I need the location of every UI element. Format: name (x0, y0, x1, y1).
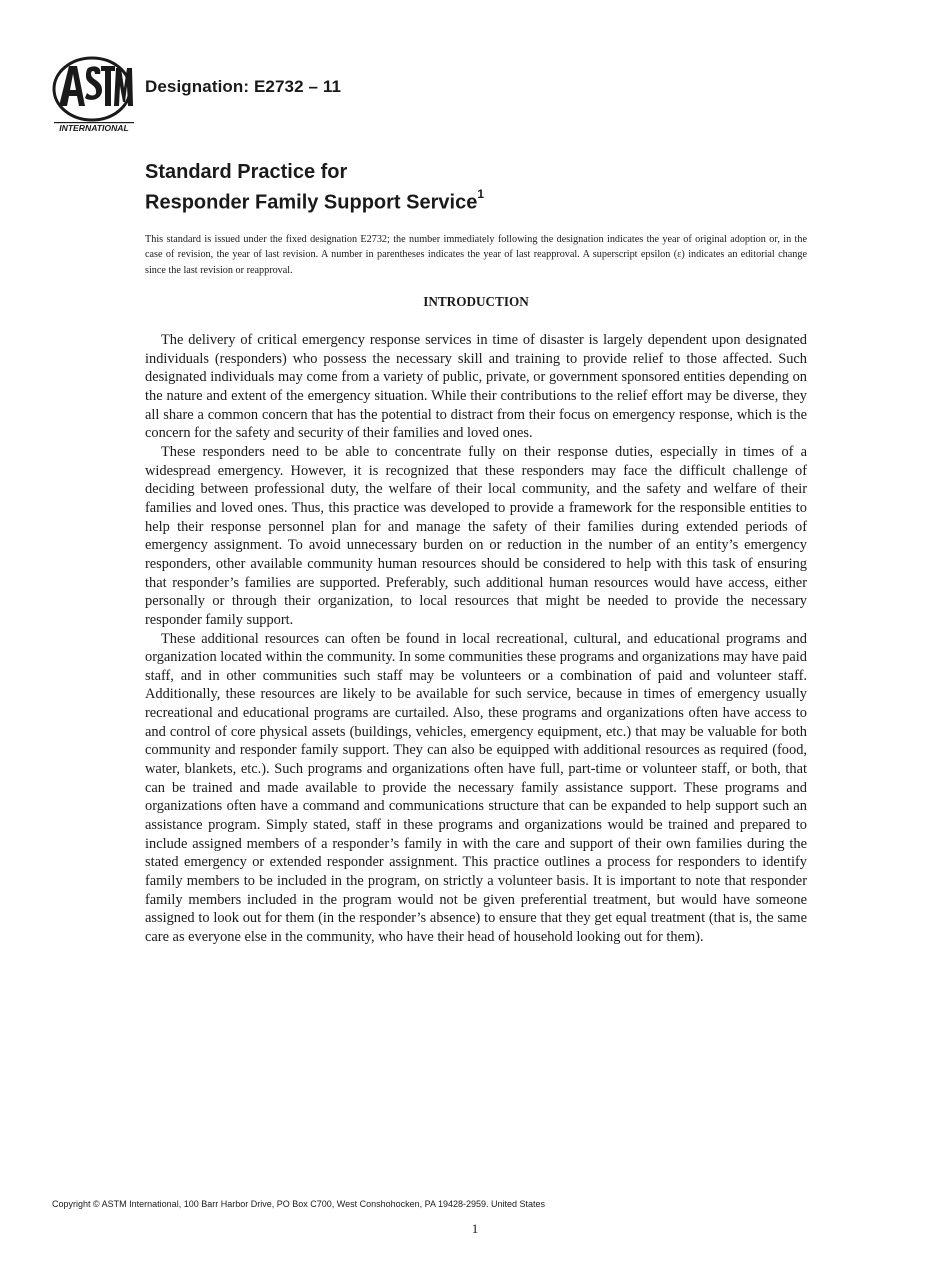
introduction-heading: INTRODUCTION (423, 294, 529, 309)
designation-notice: This standard is issued under the fixed designation E2732; the number immediately following the designation indicates the year of original adoption or, in the case of revision, the year of last revision. A number in parentheses indicates the year of last reapproval. A superscript epsilon (ε) indicates an editorial change since the last revision or reapproval. (145, 234, 807, 276)
introduction-paragraph: The delivery of critical emergency response services in time of disaster is largely dependent upon designated individuals (responders) who possess the necessary skill and training to provide relief to those affected. Such designated individuals may come from a variety of public, private, or government sponsored entities depending on the nature and extent of the emergency situation. While their contributions to the relief effort may be diverse, they all share a common concern that has the potential to distract from their focus on emergency response, which is the concern for the safety and security of their families and loved ones. (145, 332, 807, 442)
introduction-paragraph: These additional resources can often be found in local recreational, cultural, and educational programs and organization located within the community. In some communities these programs and organizations may have paid staff, and in other communities such staff may be volunteers or a combination of paid and volunteer staff. Additionally, these resources are likely to be available for such service, because in times of emergency usually recreational and educational programs are curtailed. Also, these programs and organizations often have access to and control of core physical assets (buildings, vehicles, emergency equipment, etc.) that may be valuable for both community and responder family support. They can also be equipped with additional resources as required (food, water, blankets, etc.). Such programs and organizations often have full, part-time or volunteer staff, or both, that can be trained and made available to provide the necessary family assistance support. These programs and organizations often have a command and communications structure that can be expanded to help support such an assistance program. Simply stated, staff in these programs and organizations would be trained and prepared to include assigned members of a responder’s family in with the care and support of their own families during the stated emergency or extended responder assignment. This practice outlines a process for responders to identify family members to be included in the program, on strictly a volunteer basis. It is important to note that responder family members included in the program would not be given preferential treatment, but would have someone assigned to look out for them (in the responder’s absence) to ensure that they get equal treatment (that is, the same care as everyone else in the community, who have their head of household looking out for them). (145, 630, 807, 945)
introduction-paragraph: These responders need to be able to concentrate fully on their response duties, especially in times of a widespread emergency. However, it is recognized that these responders may face the difficult challenge of deciding between professional duty, the welfare of their local community, and the safety and welfare of their families and loved ones. Thus, this practice was developed to provide a framework for the responsible entities to help their response personnel plan for and manage the safety of their families during extended periods of emergency assignment. To avoid unnecessary burden on or reduction in the number of an entity’s emergency responders, other available community human resources should be considered to help with this task of ensuring that responder’s families are supported. Preferably, such additional human resources would have access, either personally or through their organization, to local resources that might be needed to provide the necessary responder family support. (145, 443, 807, 628)
title-line-1: Standard Practice for (145, 161, 348, 183)
logo-text: INTERNATIONAL (59, 123, 129, 133)
title-footnote-mark: 1 (477, 187, 485, 201)
copyright-notice: Copyright © ASTM International, 100 Barr Harbor Drive, PO Box C700, West Conshohocken, PA 19428-2959. United States (52, 1199, 546, 1209)
astm-logo (52, 56, 136, 134)
document-title (145, 160, 484, 216)
introduction-body (145, 331, 807, 947)
designation: Designation: E2732 – 11 (145, 77, 341, 96)
page-number: 1 (471, 1221, 479, 1236)
title-line-2: Responder Family Support Service (145, 191, 478, 214)
